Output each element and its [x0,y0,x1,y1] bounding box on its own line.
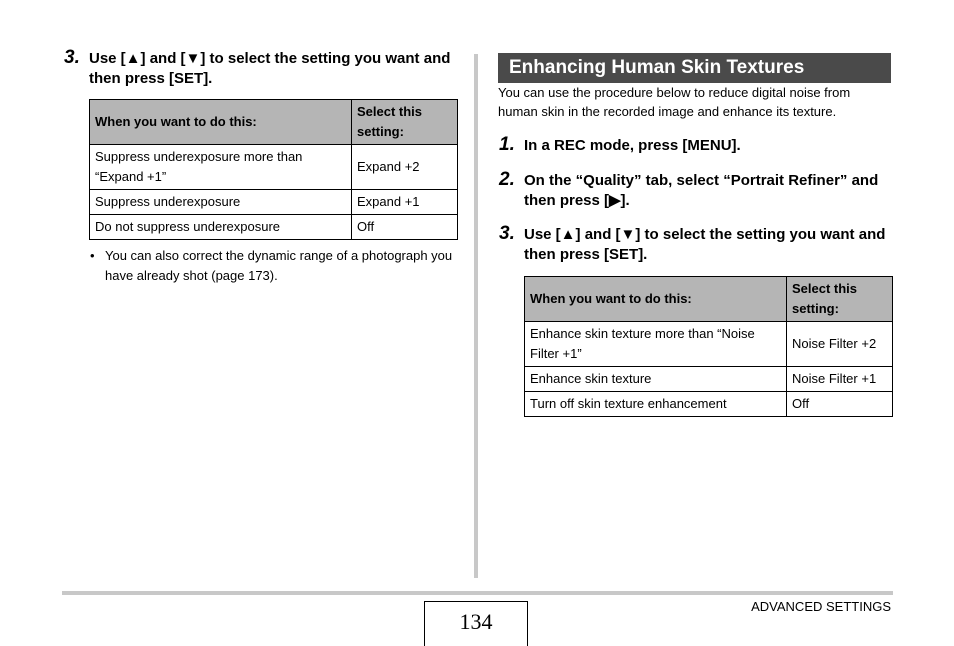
left-settings-table [89,99,458,240]
step-number: 1. [499,134,515,155]
table-cell-action: Enhance skin texture more than “Noise Filter +1” [525,322,787,367]
footer-divider [62,591,893,595]
table-cell-setting: Expand +1 [352,190,458,215]
table-cell-setting: Off [352,215,458,240]
step-text: On the “Quality” tab, select “Portrait Refiner” and then press [▶]. [524,172,879,209]
table-cell-setting: Noise Filter +1 [787,367,893,392]
table-row [525,322,893,367]
table-row [525,392,893,417]
table-cell-action: Turn off skin texture enhancement [525,392,787,417]
table-row [90,215,458,240]
note-bullet [90,246,475,286]
table-cell-action: Enhance skin texture [525,367,787,392]
page-number: 134 [424,601,528,646]
step-text: Use [▲] and [▼] to select the setting you want and then press [SET]. [89,50,451,87]
table-cell-action: Do not suppress underexposure [90,215,352,240]
table-row [90,190,458,215]
table-cell-action: Suppress underexposure [90,190,352,215]
footer-section-label: ADVANCED SETTINGS [751,599,891,614]
table-header-action: When you want to do this: [525,277,787,322]
bullet-marker: • [90,248,95,263]
table-cell-setting: Noise Filter +2 [787,322,893,367]
section-intro: You can use the procedure below to reduce digital noise from human skin in the recorded image and enhance its texture. [498,85,851,119]
step-number: 3. [64,47,80,68]
table-header-setting: Select this setting: [787,277,893,322]
step-text: In a REC mode, press [MENU]. [524,137,741,154]
section-title: Enhancing Human Skin Textures [498,53,891,83]
table-cell-action: Suppress underexposure more than “Expand +1” [90,145,352,190]
table-header-action: When you want to do this: [90,100,352,145]
table-cell-setting: Expand +2 [352,145,458,190]
table-row [525,367,893,392]
table-header-setting: Select this setting: [352,100,458,145]
table-cell-setting: Off [787,392,893,417]
note-text: You can also correct the dynamic range of a photograph you have already shot (page 173). [105,248,453,283]
step-text: Use [▲] and [▼] to select the setting you want and then press [SET]. [524,226,886,263]
column-divider [474,54,478,578]
table-row [90,145,458,190]
right-settings-table [524,276,893,417]
step-number: 2. [499,169,515,190]
step-number: 3. [499,223,515,244]
